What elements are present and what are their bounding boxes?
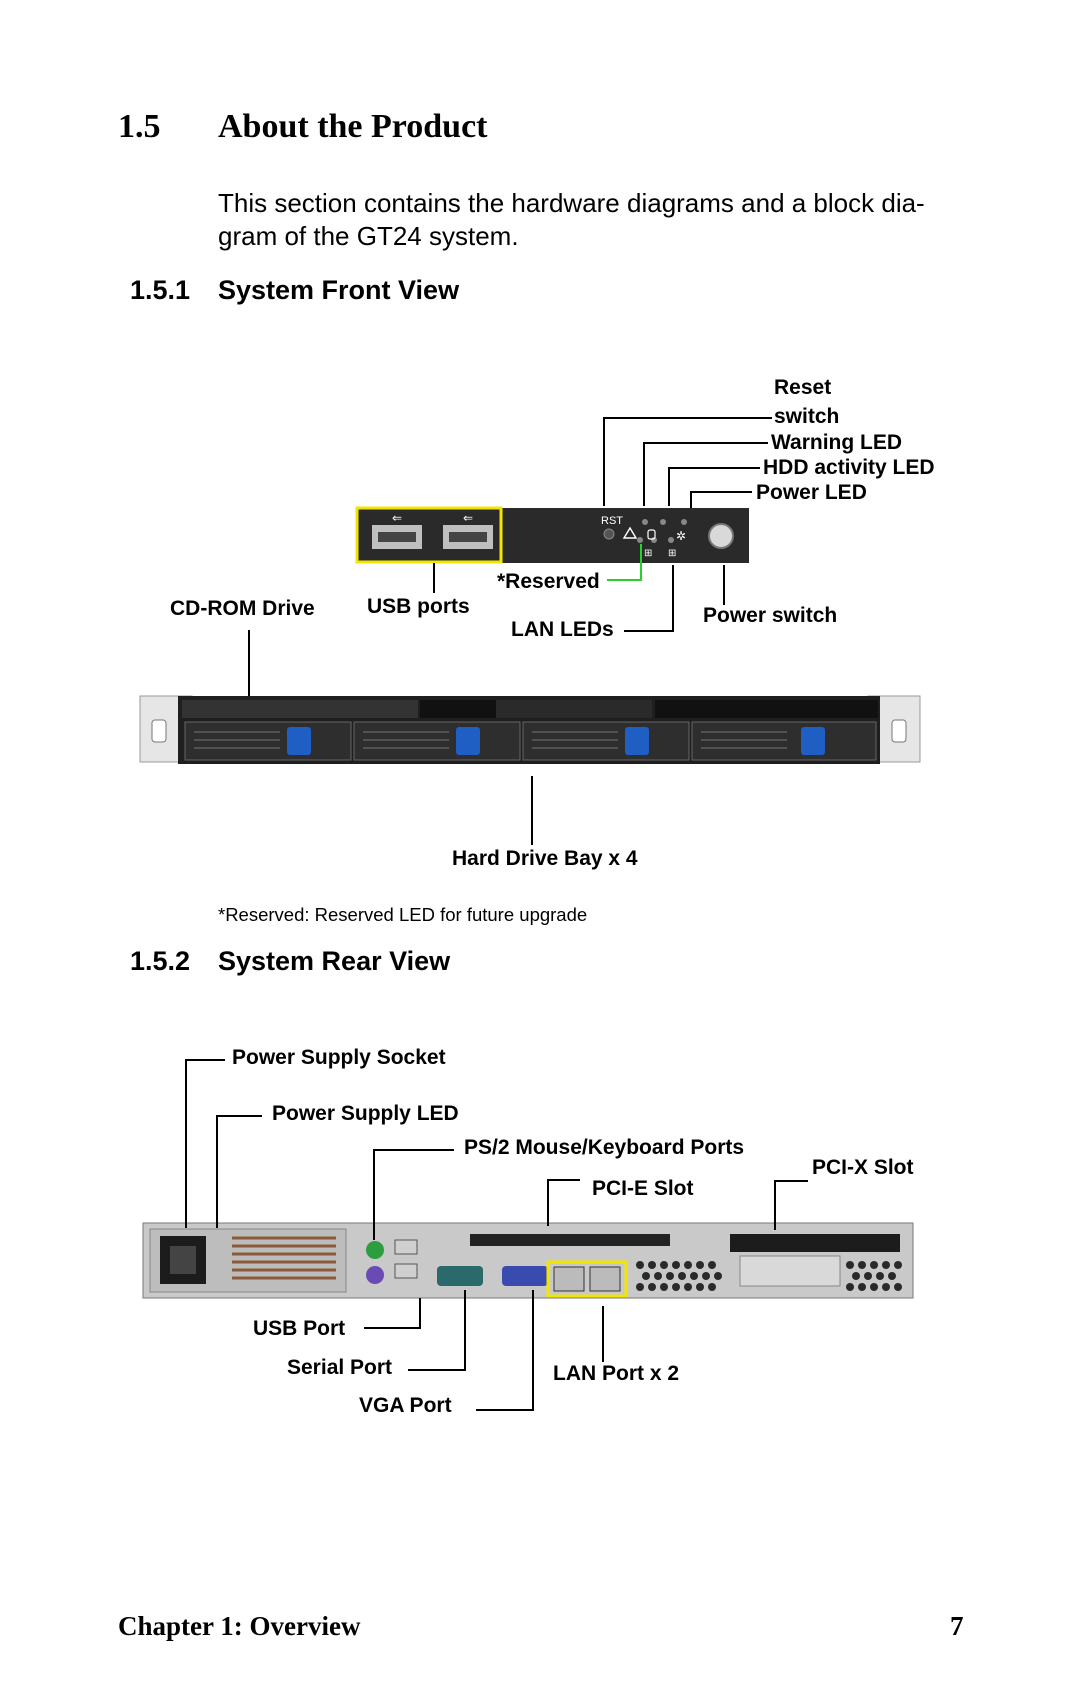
label-pcix-slot: PCI-X Slot: [812, 1156, 914, 1179]
label-lan-leds: LAN LEDs: [511, 618, 614, 641]
footer-page-number: 7: [950, 1611, 964, 1641]
ps2-mouse-icon: [366, 1241, 384, 1259]
label-power-switch: Power switch: [703, 604, 838, 627]
label-pcie-slot: PCI-E Slot: [592, 1177, 694, 1200]
pcie-slot: [470, 1234, 670, 1246]
label-reset: Reset: [774, 376, 832, 399]
rear-view-number: 1.5.2: [130, 946, 191, 976]
rst-text: RST: [601, 515, 623, 527]
front-view-title: System Front View: [218, 275, 460, 305]
label-power-led: Power LED: [756, 481, 867, 504]
label-usb-ports: USB ports: [367, 595, 470, 618]
intro-line-2: gram of the GT24 system.: [218, 221, 519, 251]
label-warning-led: Warning LED: [771, 431, 903, 454]
label-hard-drive-bay: Hard Drive Bay x 4: [452, 847, 638, 870]
usb-port-icon: [395, 1240, 417, 1254]
label-power-supply-socket: Power Supply Socket: [232, 1046, 446, 1069]
lan1-icon: ⊞: [644, 548, 653, 559]
label-vga-port: VGA Port: [359, 1394, 452, 1417]
power-led-icon: ✲: [676, 529, 687, 543]
usb-port-icon: [395, 1264, 417, 1278]
label-hdd-activity-led: HDD activity LED: [763, 456, 935, 479]
label-lan-port: LAN Port x 2: [553, 1362, 680, 1385]
reserved-footnote: *Reserved: Reserved LED for future upgrade: [218, 904, 588, 925]
label-serial-port: Serial Port: [287, 1356, 393, 1379]
section-title: About the Product: [218, 108, 488, 145]
serial-port-icon: [437, 1266, 483, 1286]
svg-text:⇐: ⇐: [462, 511, 474, 525]
ps2-keyboard-icon: [366, 1266, 384, 1284]
label-usb-port: USB Port: [253, 1317, 346, 1340]
svg-text:⇐: ⇐: [391, 511, 403, 525]
label-power-supply-led: Power Supply LED: [272, 1102, 459, 1125]
label-cdrom-drive: CD-ROM Drive: [170, 597, 315, 620]
section-number: 1.5: [118, 108, 161, 145]
label-ps2-ports: PS/2 Mouse/Keyboard Ports: [464, 1136, 745, 1159]
intro-line-1: This section contains the hardware diagrams and a block dia-: [218, 188, 925, 218]
lan2-icon: ⊞: [668, 548, 677, 559]
lan-port-icon: [554, 1267, 584, 1291]
label-reserved: *Reserved: [497, 570, 600, 593]
rear-view-title: System Rear View: [218, 946, 451, 976]
lan-port-icon: [590, 1267, 620, 1291]
server-rear-chassis: [143, 1223, 913, 1298]
vga-port-icon: [502, 1266, 548, 1286]
front-view-number: 1.5.1: [130, 275, 191, 305]
footer-chapter: Chapter 1: Overview: [118, 1611, 361, 1641]
label-switch: switch: [774, 405, 840, 428]
pcix-slot: [730, 1234, 900, 1252]
